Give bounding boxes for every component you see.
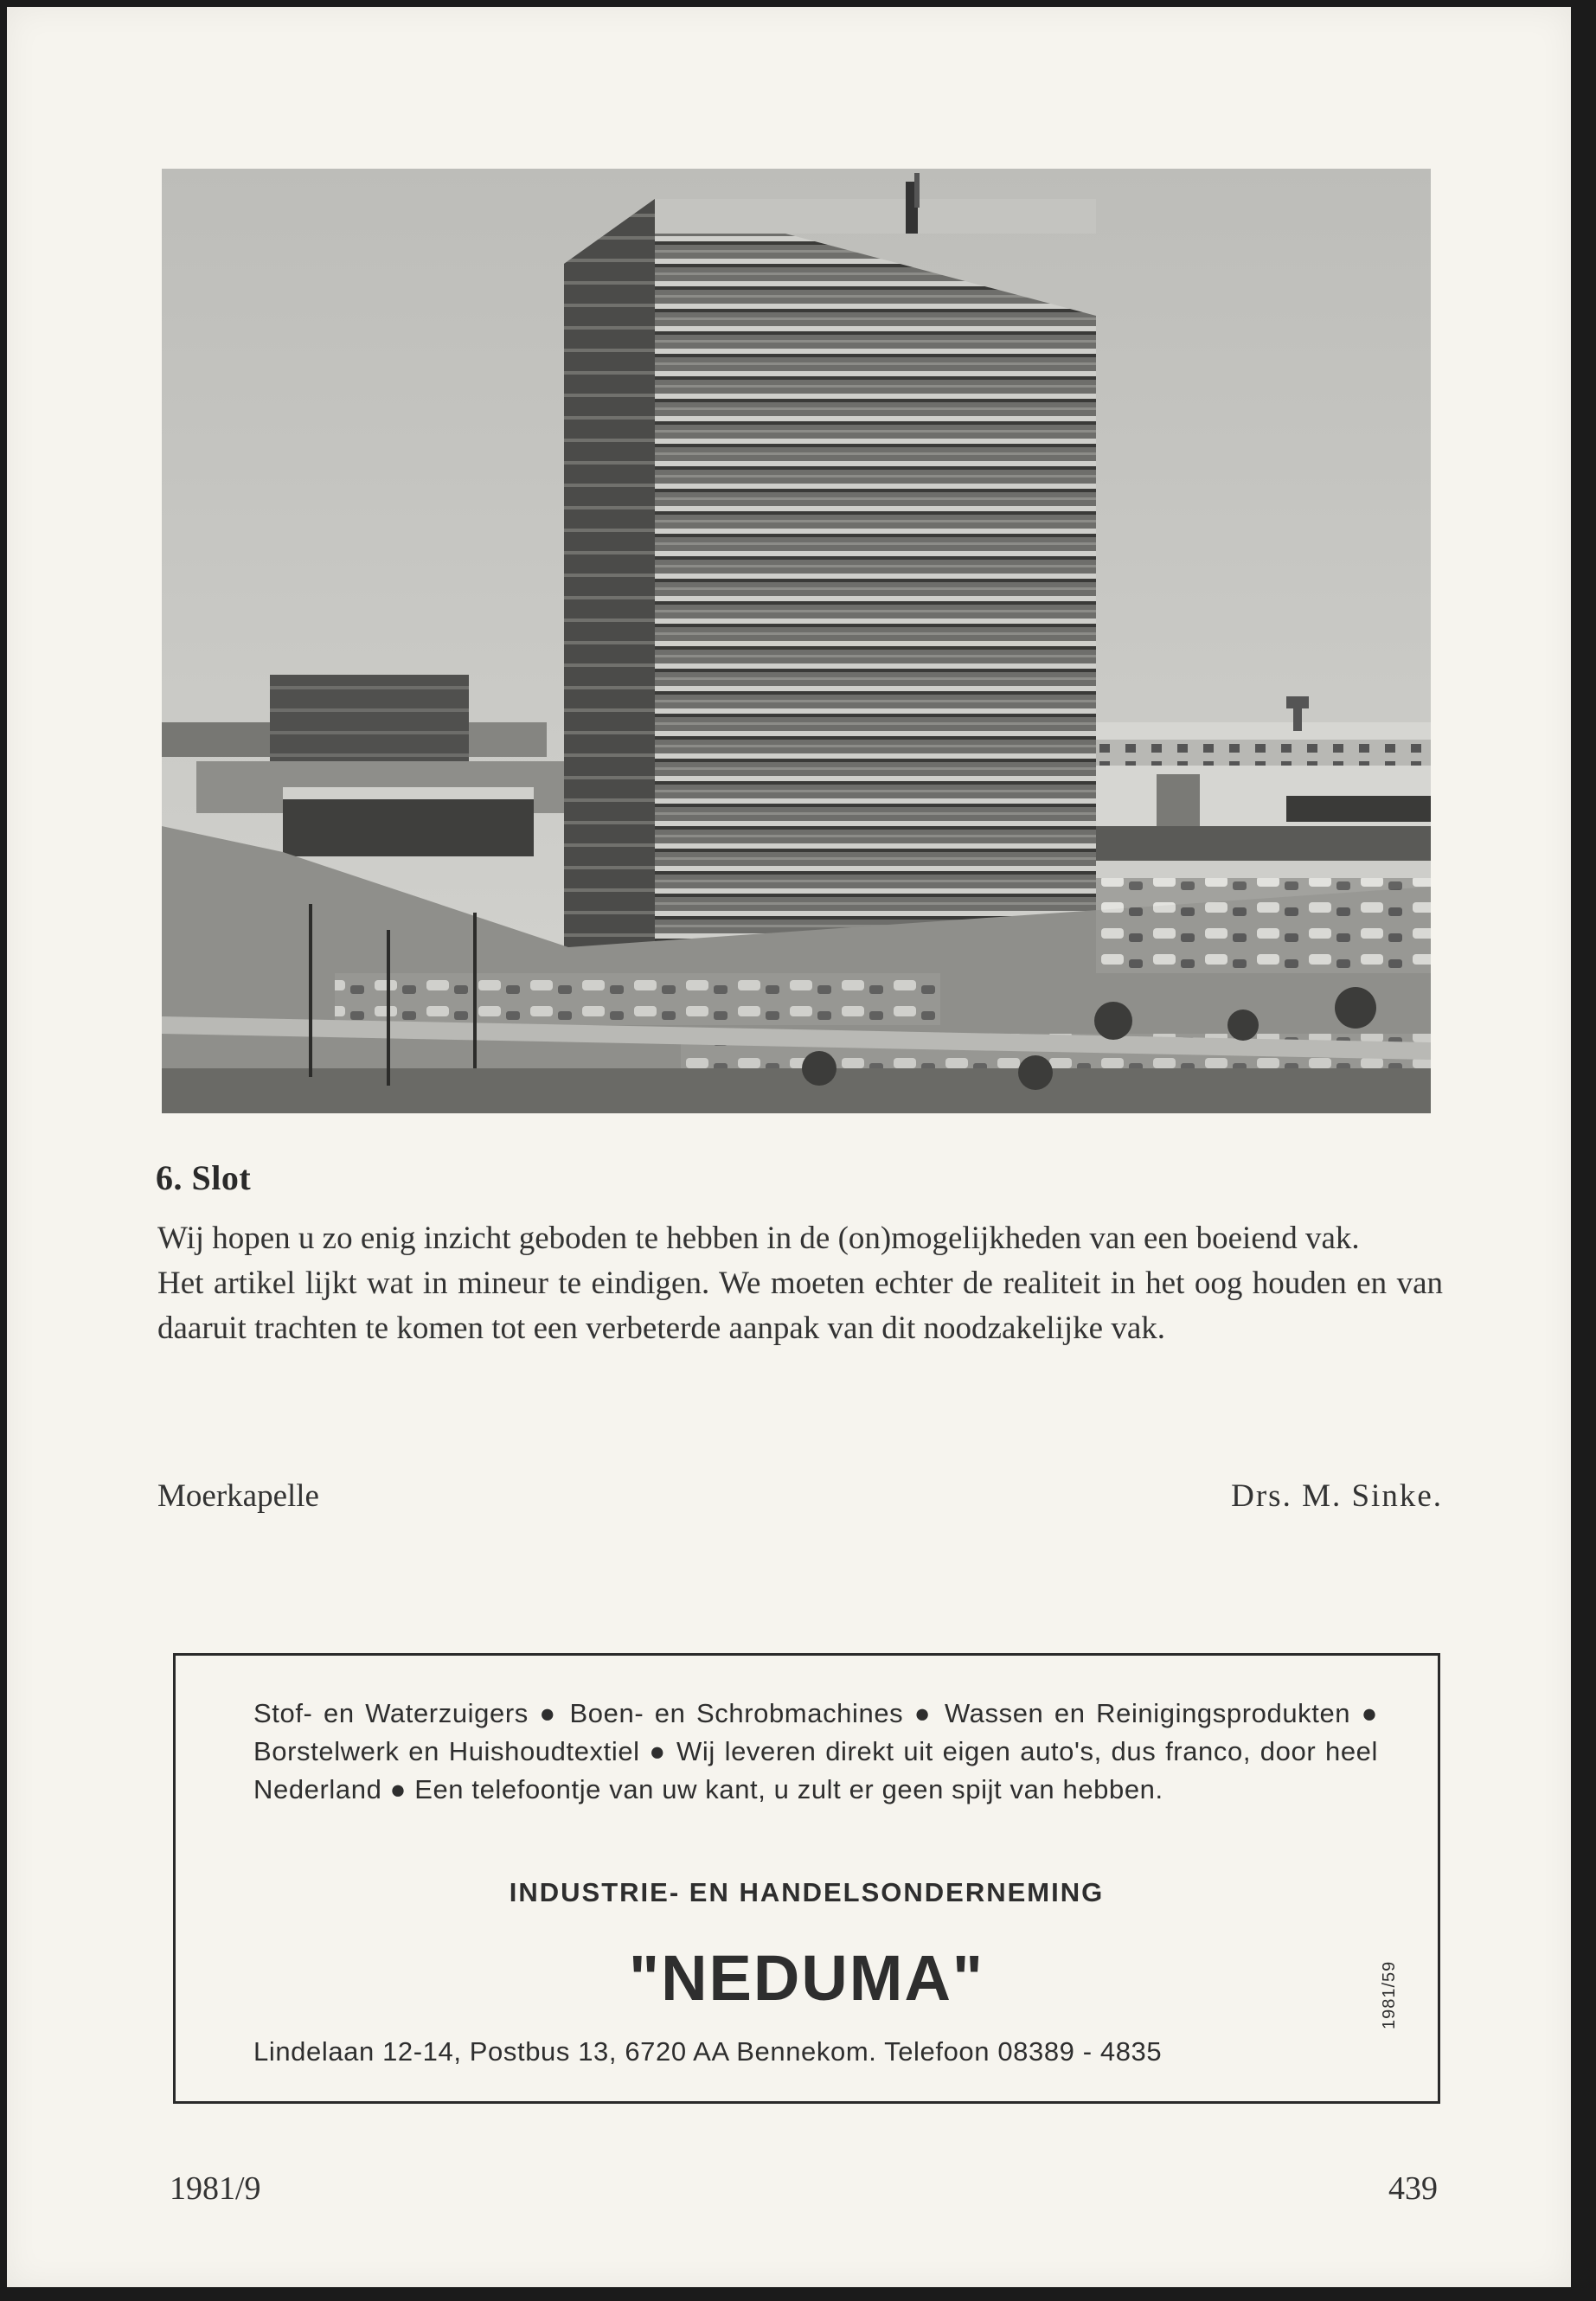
footer-issue: 1981/9 (170, 2170, 261, 2207)
section-heading: 6. Slot (156, 1158, 252, 1197)
ad-company-name: INDUSTRIE- EN HANDELSONDERNEMING (509, 1877, 1105, 1907)
ad-brand-name: "NEDUMA" (629, 1942, 984, 2014)
body-paragraph-2: Het artikel lijkt wat in mineur te eindigen. We moeten echter de realiteit in het oog houden en van daaruit trachten te komen tot een verbeterde aanpak van dit noodzakelijke vak. (157, 1266, 1443, 1346)
advertisement-box (173, 1653, 1440, 2104)
signature-place: Moerkapelle (157, 1478, 319, 1514)
office-tower-photo (162, 169, 1431, 1113)
ad-code: 1981/59 (1380, 1960, 1399, 2029)
ad-address: Lindelaan 12-14, Postbus 13, 6720 AA Bennekom. Telefoon 08389 - 4835 (253, 2036, 1163, 2067)
body-paragraph-1: Wij hopen u zo enig inzicht geboden te hebben in de (on)mogelijkheden van een boeiend vak. (157, 1221, 1360, 1256)
signature-author: Drs. M. Sinke. (1231, 1478, 1443, 1514)
article-body (157, 1216, 1443, 1351)
footer-page-number: 439 (1388, 2170, 1438, 2207)
page (7, 7, 1571, 2287)
photo-illustration (162, 169, 1431, 1113)
ad-description: Stof- en Waterzuigers ● Boen- en Schrobmachines ● Wassen en Reinigingsprodukten ● Borstelwerk en Huishoudtextiel ● Wij leveren direkt uit eigen auto's, dus franco, door heel Nederland ● Een telefoontje van uw kant, u zult er geen spijt van hebben. (253, 1698, 1378, 1804)
